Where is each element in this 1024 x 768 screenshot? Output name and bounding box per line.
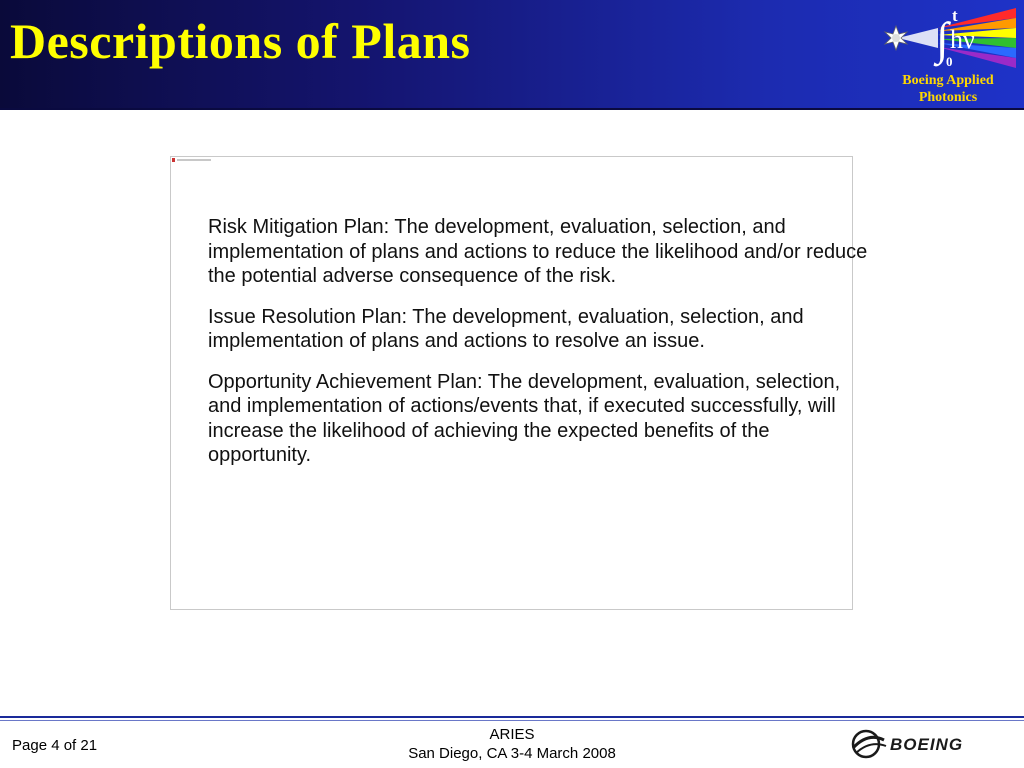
- document-corner-icon: [172, 158, 212, 162]
- event-name: ARIES: [489, 726, 535, 743]
- boeing-wordmark: BOEING: [890, 735, 964, 754]
- boeing-applied-photonics-logo: [878, 4, 1018, 106]
- slide-title: Descriptions of Plans: [10, 13, 471, 69]
- page-number: Page 4 of 21: [12, 737, 98, 754]
- header-band: [0, 0, 1024, 110]
- plan-descriptions: [208, 215, 868, 484]
- event-info: [312, 725, 712, 763]
- boeing-logo-icon: [850, 726, 1010, 760]
- issue-resolution-paragraph: Issue Resolution Plan: The development, evaluation, selection, and implementation of plans and actions to resolve an issue.: [208, 305, 804, 352]
- integral-sign: ∫: [936, 13, 949, 64]
- upper-limit: t: [952, 6, 958, 25]
- org-line-2: Photonics: [918, 90, 978, 105]
- footer-divider-thin: [0, 720, 1024, 721]
- integrand: hν: [950, 25, 975, 54]
- event-location-date: San Diego, CA 3-4 March 2008: [408, 745, 616, 762]
- lower-limit: 0: [946, 54, 953, 69]
- org-name: [878, 72, 1018, 106]
- org-line-1: Boeing Applied: [902, 73, 994, 88]
- integral-symbol-icon: [878, 4, 1018, 74]
- footer-divider: [0, 716, 1024, 718]
- opportunity-achievement-paragraph: Opportunity Achievement Plan: The development, evaluation, selection, and implementation of actions/events that, if executed successfully, will increase the likelihood of achieving the expected benefits of the opportunity.: [208, 370, 841, 466]
- risk-mitigation-paragraph: Risk Mitigation Plan: The development, evaluation, selection, and implementation of plans and actions to reduce the likelihood and/or reduce the potential adverse consequence of the risk.: [208, 216, 868, 287]
